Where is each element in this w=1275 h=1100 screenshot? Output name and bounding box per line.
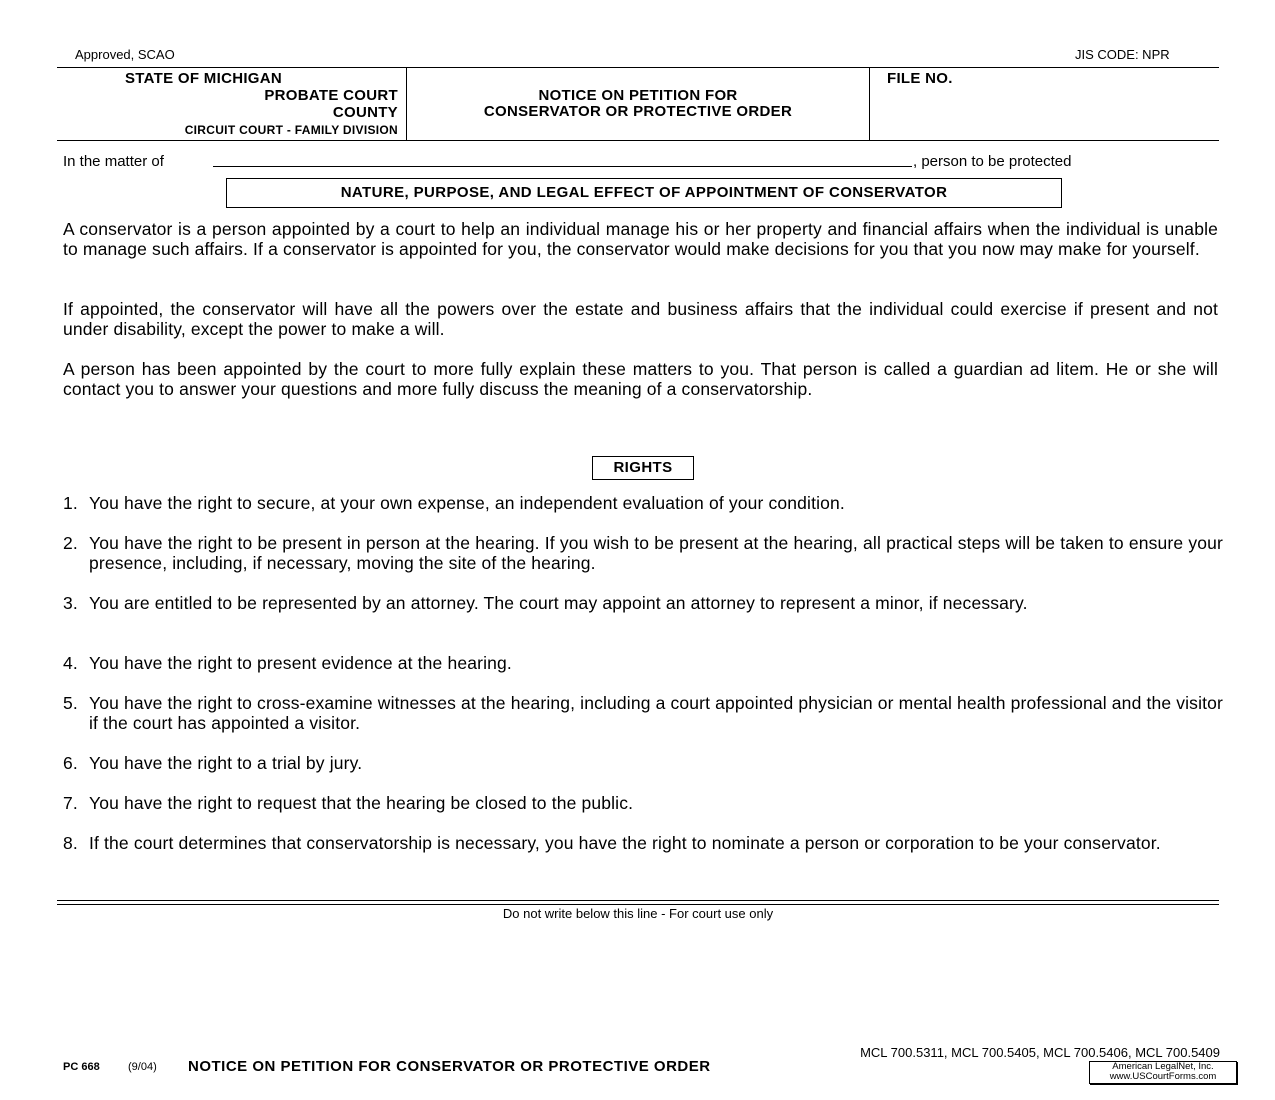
right-item [63,593,1223,613]
right-text: You have the right to be present in person at the hearing. If you wish to be present at the hearing, all practical steps will be taken to ensure your presence, including, if necessary, moving the site of the hearing. [89,533,1223,573]
paragraph-conservator-definition: A conservator is a person appointed by a court to help an individual manage his or her property and financial affairs when the individual is unable to manage such affairs. If a conservator is appointed for you, the conservator would make decisions for you that you now may make for yourself. [63,219,1218,259]
county-label: COUNTY [332,104,398,121]
probate-court-label: PROBATE COURT [264,87,398,104]
right-number: 4. [63,653,78,673]
right-text: You have the right to present evidence at the hearing. [89,653,512,673]
person-name-field[interactable] [213,166,912,167]
right-text: If the court determines that conservatorship is necessary, you have the right to nominate a person or corporation to be your conservator. [89,833,1161,853]
right-number: 8. [63,833,78,853]
right-text: You have the right to request that the hearing be closed to the public. [89,793,634,813]
form-number: PC 668 [63,1061,100,1073]
right-number: 7. [63,793,78,813]
form-date: (9/04) [128,1061,157,1073]
right-item [63,493,1223,513]
right-text: You are entitled to be represented by an attorney. The court may appoint an attorney to represent a minor, if necessary. [89,593,1028,613]
footer-form-title: NOTICE ON PETITION FOR CONSERVATOR OR PROTECTIVE ORDER [188,1058,711,1075]
right-item [63,753,1223,773]
right-number: 6. [63,753,78,773]
matter-suffix: , person to be protected [913,153,1072,170]
mcl-citations: MCL 700.5311, MCL 700.5405, MCL 700.5406, MCL 700.5409 [860,1045,1220,1060]
right-item [63,833,1223,853]
publisher-stamp [1089,1061,1237,1084]
header-top-rule [57,67,1219,68]
right-item [63,693,1223,733]
paragraph-guardian-ad-litem: A person has been appointed by the court to more fully explain these matters to you. That person is called a guardian ad litem. He or she will contact you to answer your questions and more fully discuss the meaning of a conservatorship. [63,359,1218,399]
rights-heading: RIGHTS [592,456,694,480]
right-number: 2. [63,533,78,553]
form-title-line2: CONSERVATOR OR PROTECTIVE ORDER [483,103,793,120]
paragraph-conservator-powers: If appointed, the conservator will have all the powers over the estate and business affairs that the individual could exercise if present and not under disability, except the power to make a will. [63,299,1218,339]
right-number: 5. [63,693,78,713]
right-item [63,793,1223,813]
right-number: 1. [63,493,78,513]
right-text: You have the right to secure, at your own expense, an independent evaluation of your condition. [89,493,845,513]
court-use-rule-top [57,900,1219,901]
header-bottom-rule [57,140,1219,141]
right-item [63,533,1223,573]
matter-label: In the matter of [63,153,164,170]
court-use-rule-bottom [57,904,1219,905]
right-item [63,653,1223,673]
state-label: STATE OF MICHIGAN [125,70,283,87]
stamp-line1: American LegalNet, Inc. [1112,1061,1214,1072]
form-title-line1: NOTICE ON PETITION FOR [538,87,738,104]
right-text: You have the right to a trial by jury. [89,753,363,773]
court-use-note: Do not write below this line - For court use only [502,906,774,921]
stamp-line2: www.USCourtForms.com [1109,1071,1217,1082]
right-text: You have the right to cross-examine witnesses at the hearing, including a court appointed physician or mental health professional and the visitor if the court has appointed a visitor. [89,693,1223,733]
right-number: 3. [63,593,78,613]
jis-code: JIS CODE: NPR [1075,47,1170,62]
approved-label: Approved, SCAO [75,47,175,62]
circuit-court-label: CIRCUIT COURT - FAMILY DIVISION [184,123,398,137]
nature-heading: NATURE, PURPOSE, AND LEGAL EFFECT OF APPOINTMENT OF CONSERVATOR [226,178,1062,208]
header-divider-right [869,67,870,140]
file-no-label: FILE NO. [887,70,953,87]
